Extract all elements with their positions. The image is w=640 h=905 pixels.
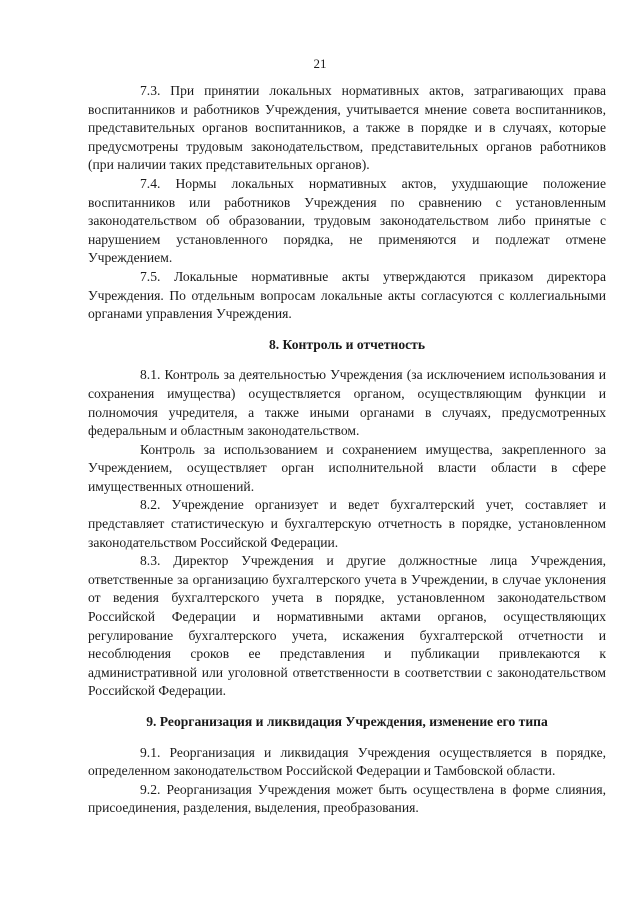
paragraph-9-2: 9.2. Реорганизация Учреждения может быть осуществлена в форме слияния, присоединения, разделения, выделения, преобразования. — [88, 781, 606, 816]
paragraph-8-1-property-control: Контроль за использованием и сохранением имущества, закрепленного за Учреждением, осуществляет орган исполнительной власти области в сфере имущественных отношений. — [88, 441, 606, 494]
paragraph-7-3: 7.3. При принятии локальных нормативных актов, затрагивающих права воспитанников и работников Учреждения, учитывается мнение совета воспитанников, представительных органов воспитанников, а также в порядке и в случаях, которые предусмотрены трудовым законодательством, представительных органов работников (при наличии таких представительных органов). — [88, 83, 606, 173]
paragraph-8-2: 8.2. Учреждение организует и ведет бухгалтерский учет, составляет и представляет статистическую и бухгалтерскую отчетность в порядке, установленном законодательством Российской Федерации. — [88, 497, 606, 550]
paragraph-8-1: 8.1. Контроль за деятельностью Учреждения (за исключением использования и сохранения имущества) осуществляется органом, осуществляющим функции и полномочия учредителя, а также иными органами в случаях, предусмотренных федеральным и областным законодательством. — [88, 367, 606, 439]
section-heading-9: 9. Реорганизация и ликвидация Учреждения, изменение его типа — [146, 714, 548, 729]
section-heading-8: 8. Контроль и отчетность — [268, 336, 426, 352]
paragraph-7-4: 7.4. Нормы локальных нормативных актов, ухудшающие положение воспитанников или работников Учреждения по сравнению с установленным законодательством об образовании, трудовым законодательством либо принятые с нарушением установленного порядка, не применяются и подлежат отмене Учреждением. — [88, 175, 606, 266]
paragraph-7-5: 7.5. Локальные нормативные акты утверждаются приказом директора Учреждения. По отдельным вопросам локальные акты согласуются с коллегиальными органами управления Учреждения. — [88, 268, 606, 322]
page-number: 21 — [313, 56, 327, 71]
paragraph-9-1: 9.1. Реорганизация и ликвидация Учреждения осуществляется в порядке, определенном законодательством Российской Федерации и Тамбовской области. — [88, 744, 606, 779]
document-body — [88, 82, 606, 818]
paragraph-8-3: 8.3. Директор Учреждения и другие должностные лица Учреждения, ответственные за организацию бухгалтерского учета в Учреждении, в случае уклонения от ведения бухгалтерского учета в порядке, установленном законодательством Российской Федерации и нормативными актами органов, осуществляющих регулирование бухгалтерского учета, искажения бухгалтерской отчетности и несоблюдения сроков ее представления и публикации привлекаются к административной или уголовной ответственности в соответствии с законодательством Российской Федерации. — [88, 553, 606, 699]
